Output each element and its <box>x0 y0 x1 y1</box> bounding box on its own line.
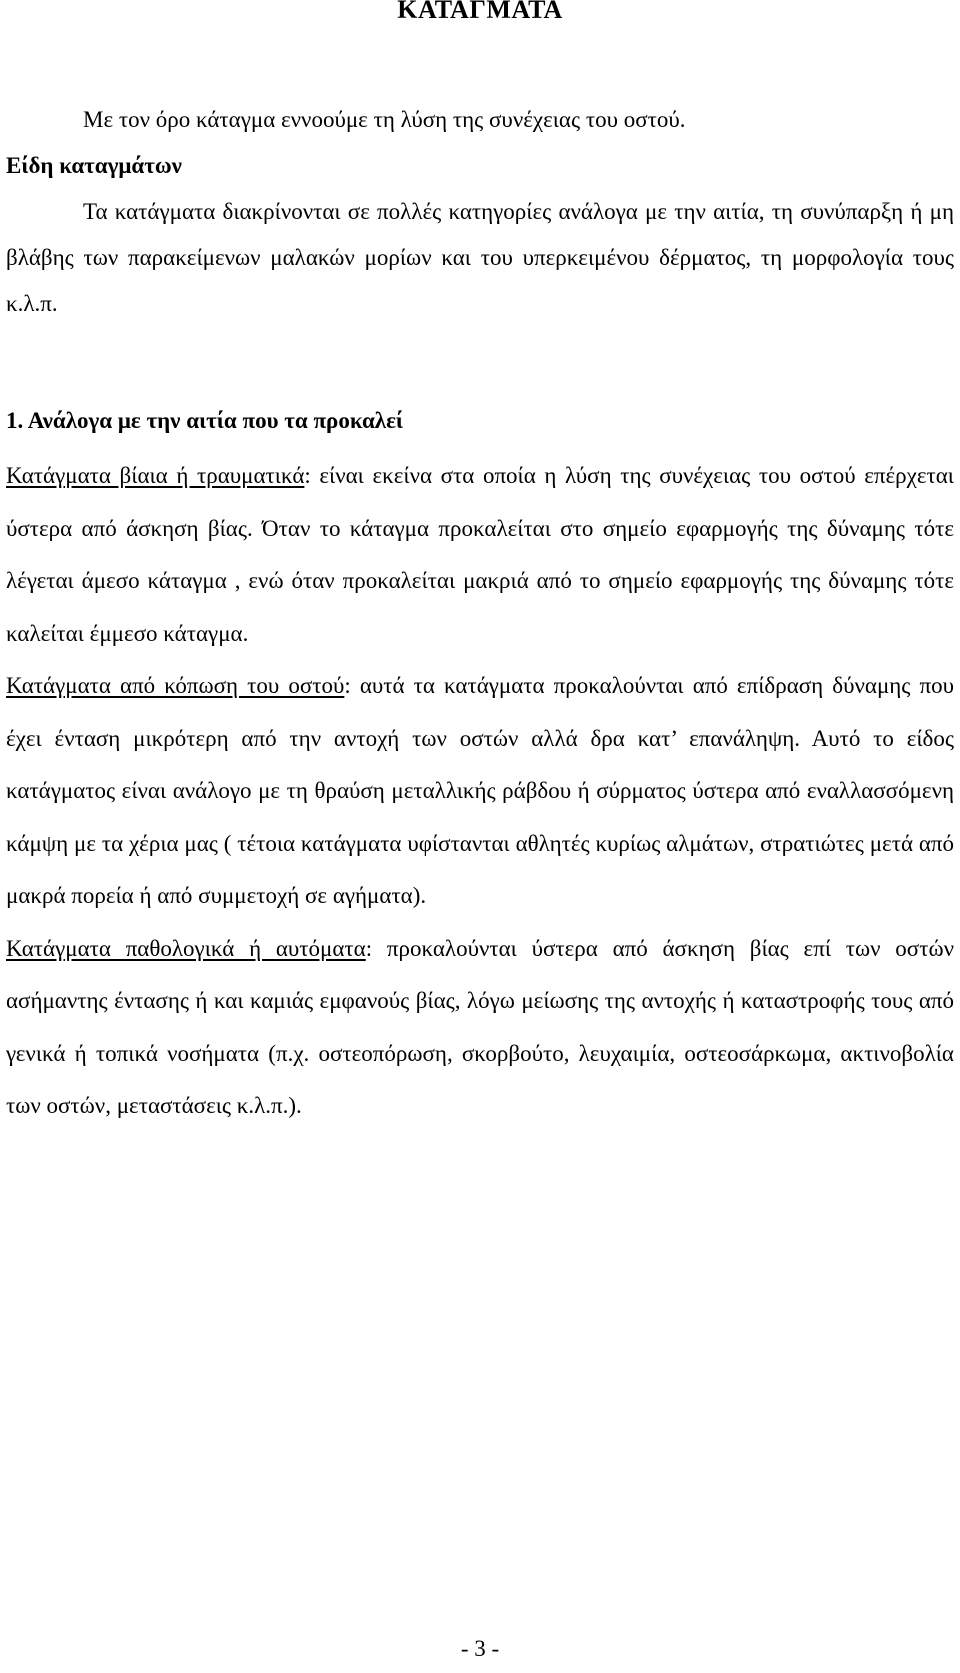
item-term: Κατάγματα βίαια ή τραυματικά <box>6 463 305 488</box>
intro-paragraph: Με τον όρο κάταγμα εννοούμε τη λύση της συνέχειας του οστού. <box>83 107 686 132</box>
item-text: : είναι εκείνα στα οποία η λύση της συνέχειας του οστού επέρχεται ύστερα από άσκηση βίας. Όταν το κάταγμα προκαλείται στο σημείο εφαρμογής της δύναμης τότε λέγεται άμεσο κάταγμα , ενώ όταν προκαλείται μακριά από το σημείο εφαρμογής της δύναμης τότε καλείται έμμεσο κάταγμα. <box>6 463 954 646</box>
intro-block <box>6 97 954 327</box>
section-1 <box>6 398 954 1133</box>
types-heading: Είδη καταγμάτων <box>6 153 182 178</box>
document-title: ΚΑΤΑΓΜΑΤΑ <box>397 0 563 24</box>
item-text: : αυτά τα κατάγματα προκαλούνται από επίδραση δύναμης που έχει ένταση μικρότερη από την αντοχή των οστών αλλά δρα κατ’ επανάληψη. Αυτό το είδος κατάγματος είναι ανάλογο με τη θραύση μεταλλικής ράβδου ή σύρματος ύστερα από εναλλασσόμενη κάμψη με τα χέρια μας ( τέτοια κατάγματα υφίστανται αθλητές κυρίως αλμάτων, στρατιώτες μετά από μακρά πορεία ή από συμμετοχή σε αγήματα). <box>6 673 954 908</box>
item-violent-fractures <box>6 450 954 660</box>
page-number: - 3 - <box>460 1636 500 1661</box>
types-paragraph: Τα κατάγματα διακρίνονται σε πολλές κατηγορίες ανάλογα με την αιτία, τη συνύπαρξη ή μη βλάβης των παρακείμενων μαλακών μορίων και του υπερκειμένου δέρματος, τη μορφολογία τους κ.λ.π. <box>6 199 954 316</box>
item-pathological-fractures <box>6 923 954 1133</box>
section-1-heading: 1. Ανάλογα με την αιτία που τα προκαλεί <box>6 408 404 433</box>
item-term: Κατάγματα παθολογικά ή αυτόματα <box>6 935 366 961</box>
item-term: Κατάγματα από κόπωση του οστού <box>6 673 345 698</box>
item-text: : προκαλούνται ύστερα από άσκηση βίας επί των οστών ασήμαντης έντασης ή και καμιάς εμφανούς βίας, λόγω μείωσης της αντοχής ή καταστροφής τους από γενικά ή τοπικά νοσήματα (π.χ. οστεοπόρωση, σκορβούτο, λευχαιμία, οστεοσάρκωμα, ακτινοβολία των οστών, μεταστάσεις κ.λ.π.). <box>6 935 954 1118</box>
item-fatigue-fractures <box>6 660 954 923</box>
